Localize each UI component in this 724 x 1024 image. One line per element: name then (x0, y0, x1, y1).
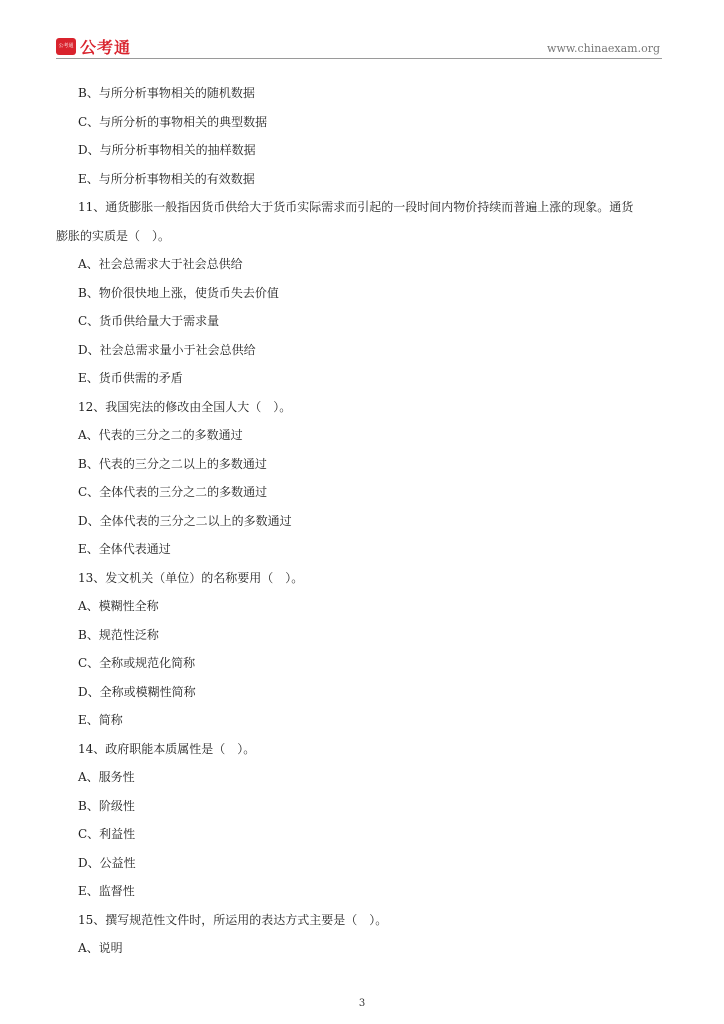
answer-option: C、货币供给量大于需求量 (78, 314, 220, 328)
answer-option: B、代表的三分之二以上的多数通过 (78, 456, 267, 471)
answer-option: A、说明 (78, 941, 123, 955)
answer-option: C、全体代表的三分之二的多数通过 (78, 485, 268, 499)
answer-option: D、全称或模糊性简称 (78, 684, 196, 699)
logo (56, 36, 131, 56)
answer-option: C、全称或规范化简称 (78, 656, 196, 670)
answer-option: B、与所分析事物相关的随机数据 (78, 86, 255, 100)
question-text-continued: 膨胀的实质是（ ）。 (56, 228, 171, 243)
answer-option: C、利益性 (78, 827, 136, 841)
answer-option: A、服务性 (78, 770, 135, 784)
question-text: 13、发文机关（单位）的名称要用（ ）。 (78, 570, 304, 585)
answer-option: A、社会总需求大于社会总供给 (78, 257, 243, 271)
answer-option: A、代表的三分之二的多数通过 (78, 428, 243, 442)
answer-option: B、规范性泛称 (78, 627, 159, 642)
page-number: 3 (358, 998, 366, 1009)
answer-option: B、物价很快地上涨，使货币失去价值 (78, 285, 279, 300)
answer-option: E、货币供需的矛盾 (78, 371, 183, 385)
document-body (56, 79, 666, 963)
answer-option: D、公益性 (78, 855, 136, 870)
answer-option: E、简称 (78, 713, 123, 727)
answer-option: A、模糊性全称 (78, 599, 159, 613)
question-text: 11、通货膨胀一般指因货币供给大于货币实际需求而引起的一段时间内物价持续而普遍上涨的现象。通货 (78, 200, 634, 214)
logo-badge: 公考通 (56, 38, 76, 55)
answer-option: E、全体代表通过 (78, 542, 171, 556)
answer-option: D、与所分析事物相关的抽样数据 (78, 143, 256, 157)
question-text: 12、我国宪法的修改由全国人大（ ）。 (78, 399, 292, 414)
site-url[interactable]: www.chinaexam.org (547, 42, 660, 55)
question-text: 15、撰写规范性文件时，所运用的表达方式主要是（ ）。 (78, 912, 388, 927)
page-header (56, 36, 662, 59)
answer-option: E、与所分析事物相关的有效数据 (78, 171, 255, 186)
answer-option: E、监督性 (78, 884, 135, 898)
answer-option: B、阶级性 (78, 798, 135, 813)
logo-text: 公考通 (80, 37, 132, 57)
question-text: 14、政府职能本质属性是（ ）。 (78, 741, 256, 756)
answer-option: D、社会总需求量小于社会总供给 (78, 342, 256, 357)
answer-option: D、全体代表的三分之二以上的多数通过 (78, 513, 292, 528)
answer-option: C、与所分析的事物相关的典型数据 (78, 114, 268, 129)
